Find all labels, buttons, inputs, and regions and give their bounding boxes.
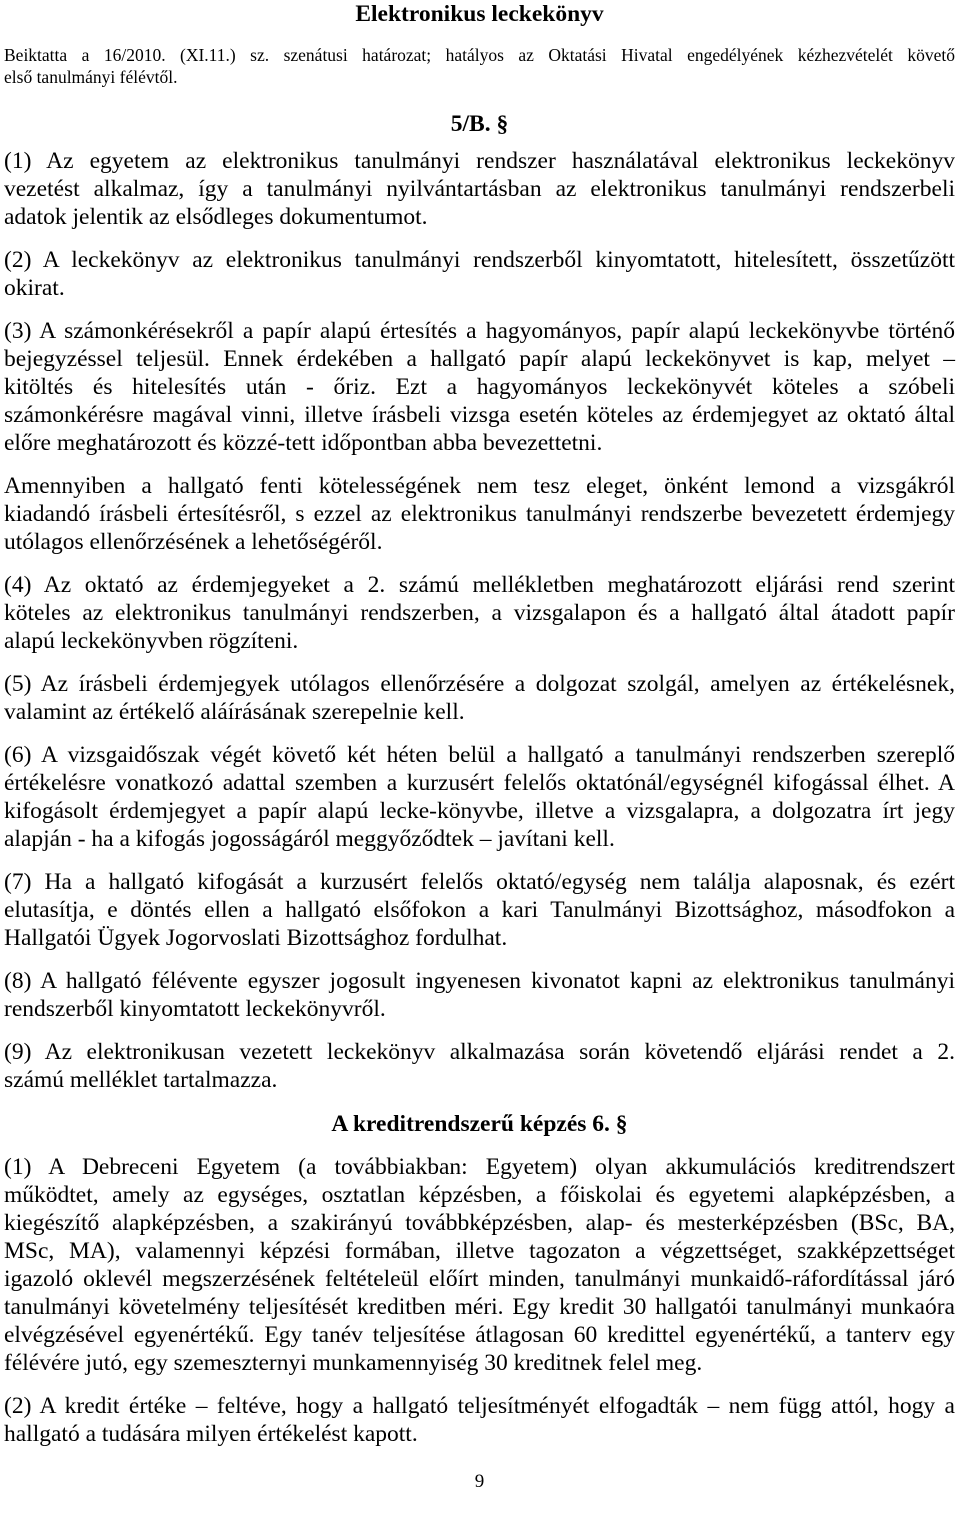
note-line: első tanulmányi félévtől.	[4, 67, 178, 87]
paragraph-line: adatok jelentik az elsődleges dokumentumot.	[4, 204, 428, 230]
paragraph-line: számú melléklet tartalmazza.	[4, 1067, 278, 1093]
section-5b-paragraph-9	[4, 1038, 955, 1094]
paragraph-line: félévére jutó, egy szemeszternyi munkamennyiség 30 kreditnek felel meg.	[4, 1350, 703, 1376]
paragraph-line: Hallgatói Ügyek Jogorvoslati Bizottsághoz fordulhat.	[4, 925, 508, 951]
paragraph-line: alapú leckekönyvben rögzíteni.	[4, 628, 299, 654]
paragraph-line: (5) Az írásbeli érdemjegyek utólagos ellenőrzésére a dolgozat szolgál, amelyen az értékelésnek,	[4, 671, 955, 697]
paragraph-line: számonkérésre magával vinni, illetve írásbeli vizsga esetén köteles az érdemjegyet az oktató által	[4, 402, 955, 428]
paragraph-line: okirat.	[4, 275, 65, 301]
paragraph-line: bejegyzéssel teljesül. Ennek érdekében a hallgató papír alapú leckekönyvet is kap, melyet –	[4, 346, 955, 372]
section-6	[4, 1110, 955, 1448]
paragraph-line: működtet, amely az egységes, osztatlan képzésben, a főiskolai és egyetemi alapképzésben, a	[4, 1182, 955, 1208]
paragraph-line: vezetést alkalmaz, így a tanulmányi nyilvántartásban az elektronikus tanulmányi rendszerbeli	[4, 176, 955, 202]
section-5b	[4, 110, 955, 1094]
section-6-heading: A kreditrendszerű képzés 6. §	[331, 1111, 628, 1137]
section-6-paragraph-2	[4, 1392, 955, 1448]
section-5b-paragraph-4	[4, 571, 955, 655]
paragraph-line: alapján - ha a kifogás jogosságáról meggyőződtek – javítani kell.	[4, 826, 615, 852]
paragraph-line: igazoló oklevél megszerzésének feltételeül előírt minden, tanulmányi munkaidő-ráfordítással járó	[4, 1266, 955, 1292]
paragraph-line: valamint az értékelő aláírásának szerepelnie kell.	[4, 699, 465, 725]
paragraph-line: köteles az elektronikus tanulmányi rendszerben, a vizsgalapon és a hallgató által átadott papír	[4, 600, 955, 626]
paragraph-line: tanulmányi követelmény teljesítését kreditben méri. Egy kredit 30 hallgatói tanulmányi munkaóra	[4, 1294, 955, 1320]
document-page	[4, 0, 955, 1496]
paragraph-line: (2) A kredit értéke – feltéve, hogy a hallgató teljesítményét elfogadták – nem függ attól, hogy a	[4, 1393, 955, 1419]
section-5b-paragraph-6	[4, 741, 955, 853]
section-5b-heading: 5/B. §	[450, 111, 509, 137]
section-6-paragraph-1	[4, 1153, 955, 1377]
paragraph-line: kifogásolt érdemjegyet a papír alapú lecke-könyvbe, illetve a vizsgalapra, a dolgozatra írt jegy	[4, 798, 955, 824]
paragraph-line: Amennyiben a hallgató fenti kötelességének nem tesz eleget, önként lemond a vizsgákról	[4, 473, 955, 499]
paragraph-line: értékelésre vonatkozó adattal szemben a kurzusért felelős oktatónál/egységnél kifogással élhet. A	[4, 770, 955, 796]
section-5b-paragraph-5	[4, 670, 955, 726]
paragraph-line: utólagos ellenőrzésének a lehetőségéről.	[4, 529, 383, 555]
paragraph-line: hallgató a tudására milyen értékelést kapott.	[4, 1421, 418, 1447]
section-5b-paragraph-1	[4, 147, 955, 231]
section-5b-paragraph-3	[4, 317, 955, 457]
paragraph-line: (1) Az egyetem az elektronikus tanulmányi rendszer használatával elektronikus leckekönyv	[4, 148, 955, 174]
section-5b-paragraph-8	[4, 967, 955, 1023]
note-line: Beiktatta a 16/2010. (XI.11.) sz. szenátusi határozat; hatályos az Oktatási Hivatal engedélyének kézhezvételét követő	[4, 45, 955, 65]
section-5b-paragraph-2	[4, 246, 955, 302]
paragraph-line: MSc, MA), valamennyi képzési formában, illetve tagozaton a végzettséget, szakképzettséget	[4, 1238, 955, 1264]
section-5b-paragraph-amennyiben	[4, 472, 955, 556]
paragraph-line: (3) A számonkérésekről a papír alapú értesítés a hagyományos, papír alapú leckekönyvbe történő	[4, 318, 955, 344]
paragraph-line: (7) Ha a hallgató kifogását a kurzusért felelős oktató/egység nem találja alaposnak, és ezért	[4, 869, 955, 895]
paragraph-line: rendszerből kinyomtatott leckekönyvről.	[4, 996, 386, 1022]
paragraph-line: elvégzésével egyenértékű. Egy tanév teljesítése átlagosan 60 kredittel egyenértékű, a tanterv egy	[4, 1322, 955, 1348]
page-number: 9	[474, 1471, 485, 1492]
document-title: Elektronikus leckekönyv	[355, 1, 604, 27]
paragraph-line: (9) Az elektronikusan vezetett leckekönyv alkalmazása során követendő eljárási rendet a 2.	[4, 1039, 955, 1065]
paragraph-line: (4) Az oktató az érdemjegyeket a 2. számú mellékletben meghatározott eljárási rend szerint	[4, 572, 955, 598]
paragraph-line: (1) A Debreceni Egyetem (a továbbiakban: Egyetem) olyan akkumulációs kreditrendszert	[4, 1154, 955, 1180]
paragraph-line: (8) A hallgató félévente egyszer jogosult ingyenesen kivonatot kapni az elektronikus tanulmányi	[4, 968, 955, 994]
paragraph-line: (6) A vizsgaidőszak végét követő két héten belül a hallgató a tanulmányi rendszerben szereplő	[4, 742, 955, 768]
section-5b-paragraph-7	[4, 868, 955, 952]
paragraph-line: kitöltés és hitelesítés után - őriz. Ezt a hagyományos leckekönyvét köteles a szóbeli	[4, 374, 955, 400]
paragraph-line: előre meghatározott és közzé-tett időpontban abba bevezettetni.	[4, 430, 603, 456]
paragraph-line: (2) A leckekönyv az elektronikus tanulmányi rendszerből kinyomtatott, hitelesített, összetűzött	[4, 247, 955, 273]
paragraph-line: kiegészítő alapképzésben, a szakirányú továbbképzésben, alap- és mesterképzésben (BSc, BA,	[4, 1210, 955, 1236]
paragraph-line: elutasítja, e döntés ellen a hallgató elsőfokon a kari Tanulmányi Bizottsághoz, másodfokon a	[4, 897, 955, 923]
paragraph-line: kiadandó írásbeli értesítésről, s ezzel az elektronikus tanulmányi rendszerbe bevezetett érdemjegy	[4, 501, 955, 527]
enactment-note	[4, 44, 955, 88]
